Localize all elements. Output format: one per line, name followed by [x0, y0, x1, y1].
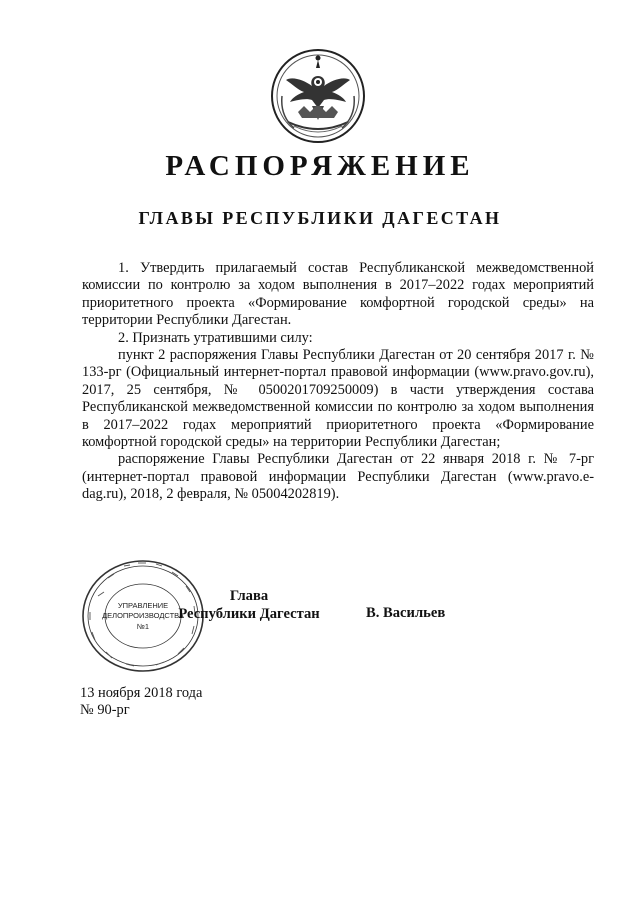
signature-name: В. Васильев — [366, 605, 446, 621]
stamp-line-1: УПРАВЛЕНИЕ — [117, 601, 169, 610]
stamp-line-2: ДЕЛОПРОИЗВОДСТВА — [102, 611, 184, 620]
coat-of-arms-emblem — [268, 46, 368, 146]
document-date-block — [80, 685, 202, 720]
document-subtitle: ГЛАВЫ РЕСПУБЛИКИ ДАГЕСТАН — [138, 208, 502, 228]
signature-role-line-2: Республики Дагестан — [178, 606, 320, 622]
document-title: РАСПОРЯЖЕНИЕ — [165, 150, 475, 182]
document-body — [82, 260, 594, 504]
document-date: 13 ноября 2018 года — [80, 685, 203, 701]
paragraph-2: 2. Признать утратившими силу: — [118, 329, 313, 346]
stamp-number: №1 — [136, 622, 150, 631]
document-number: № 90-рг — [80, 702, 130, 719]
signature-role — [174, 587, 324, 623]
paragraph-4: распоряжение Главы Республики Дагестан от 22 января 2018 г. № 7-рг (интернет-портал правовой информации Республики Дагестан (www.pravo.e-dag.ru), 2018, 2 февраля, № 05004202819). — [82, 451, 594, 503]
signature-role-line-1: Глава — [229, 588, 269, 604]
paragraph-1: 1. Утвердить прилагаемый состав Республиканской межведомственной комиссии по контролю за ходом выполнения в 2017–2022 годах мероприятий приоритетного проекта «Формирование комфортной городской среды» на территории Республики Дагестан. — [82, 260, 594, 329]
paragraph-3: пункт 2 распоряжения Главы Республики Дагестан от 20 сентября 2017 г. № 133-рг (Официальный интернет-портал правовой информации (www.pravo.gov.ru), 2017, 25 сентября, № 0500201709250009) в части утверждения состава Республиканской межведомственной комиссии по контролю за ходом выполнения в 2017–2022 годах мероприятий приоритетного проекта «Формирование комфортной городской среды» на территории Республики Дагестан; — [82, 347, 594, 451]
